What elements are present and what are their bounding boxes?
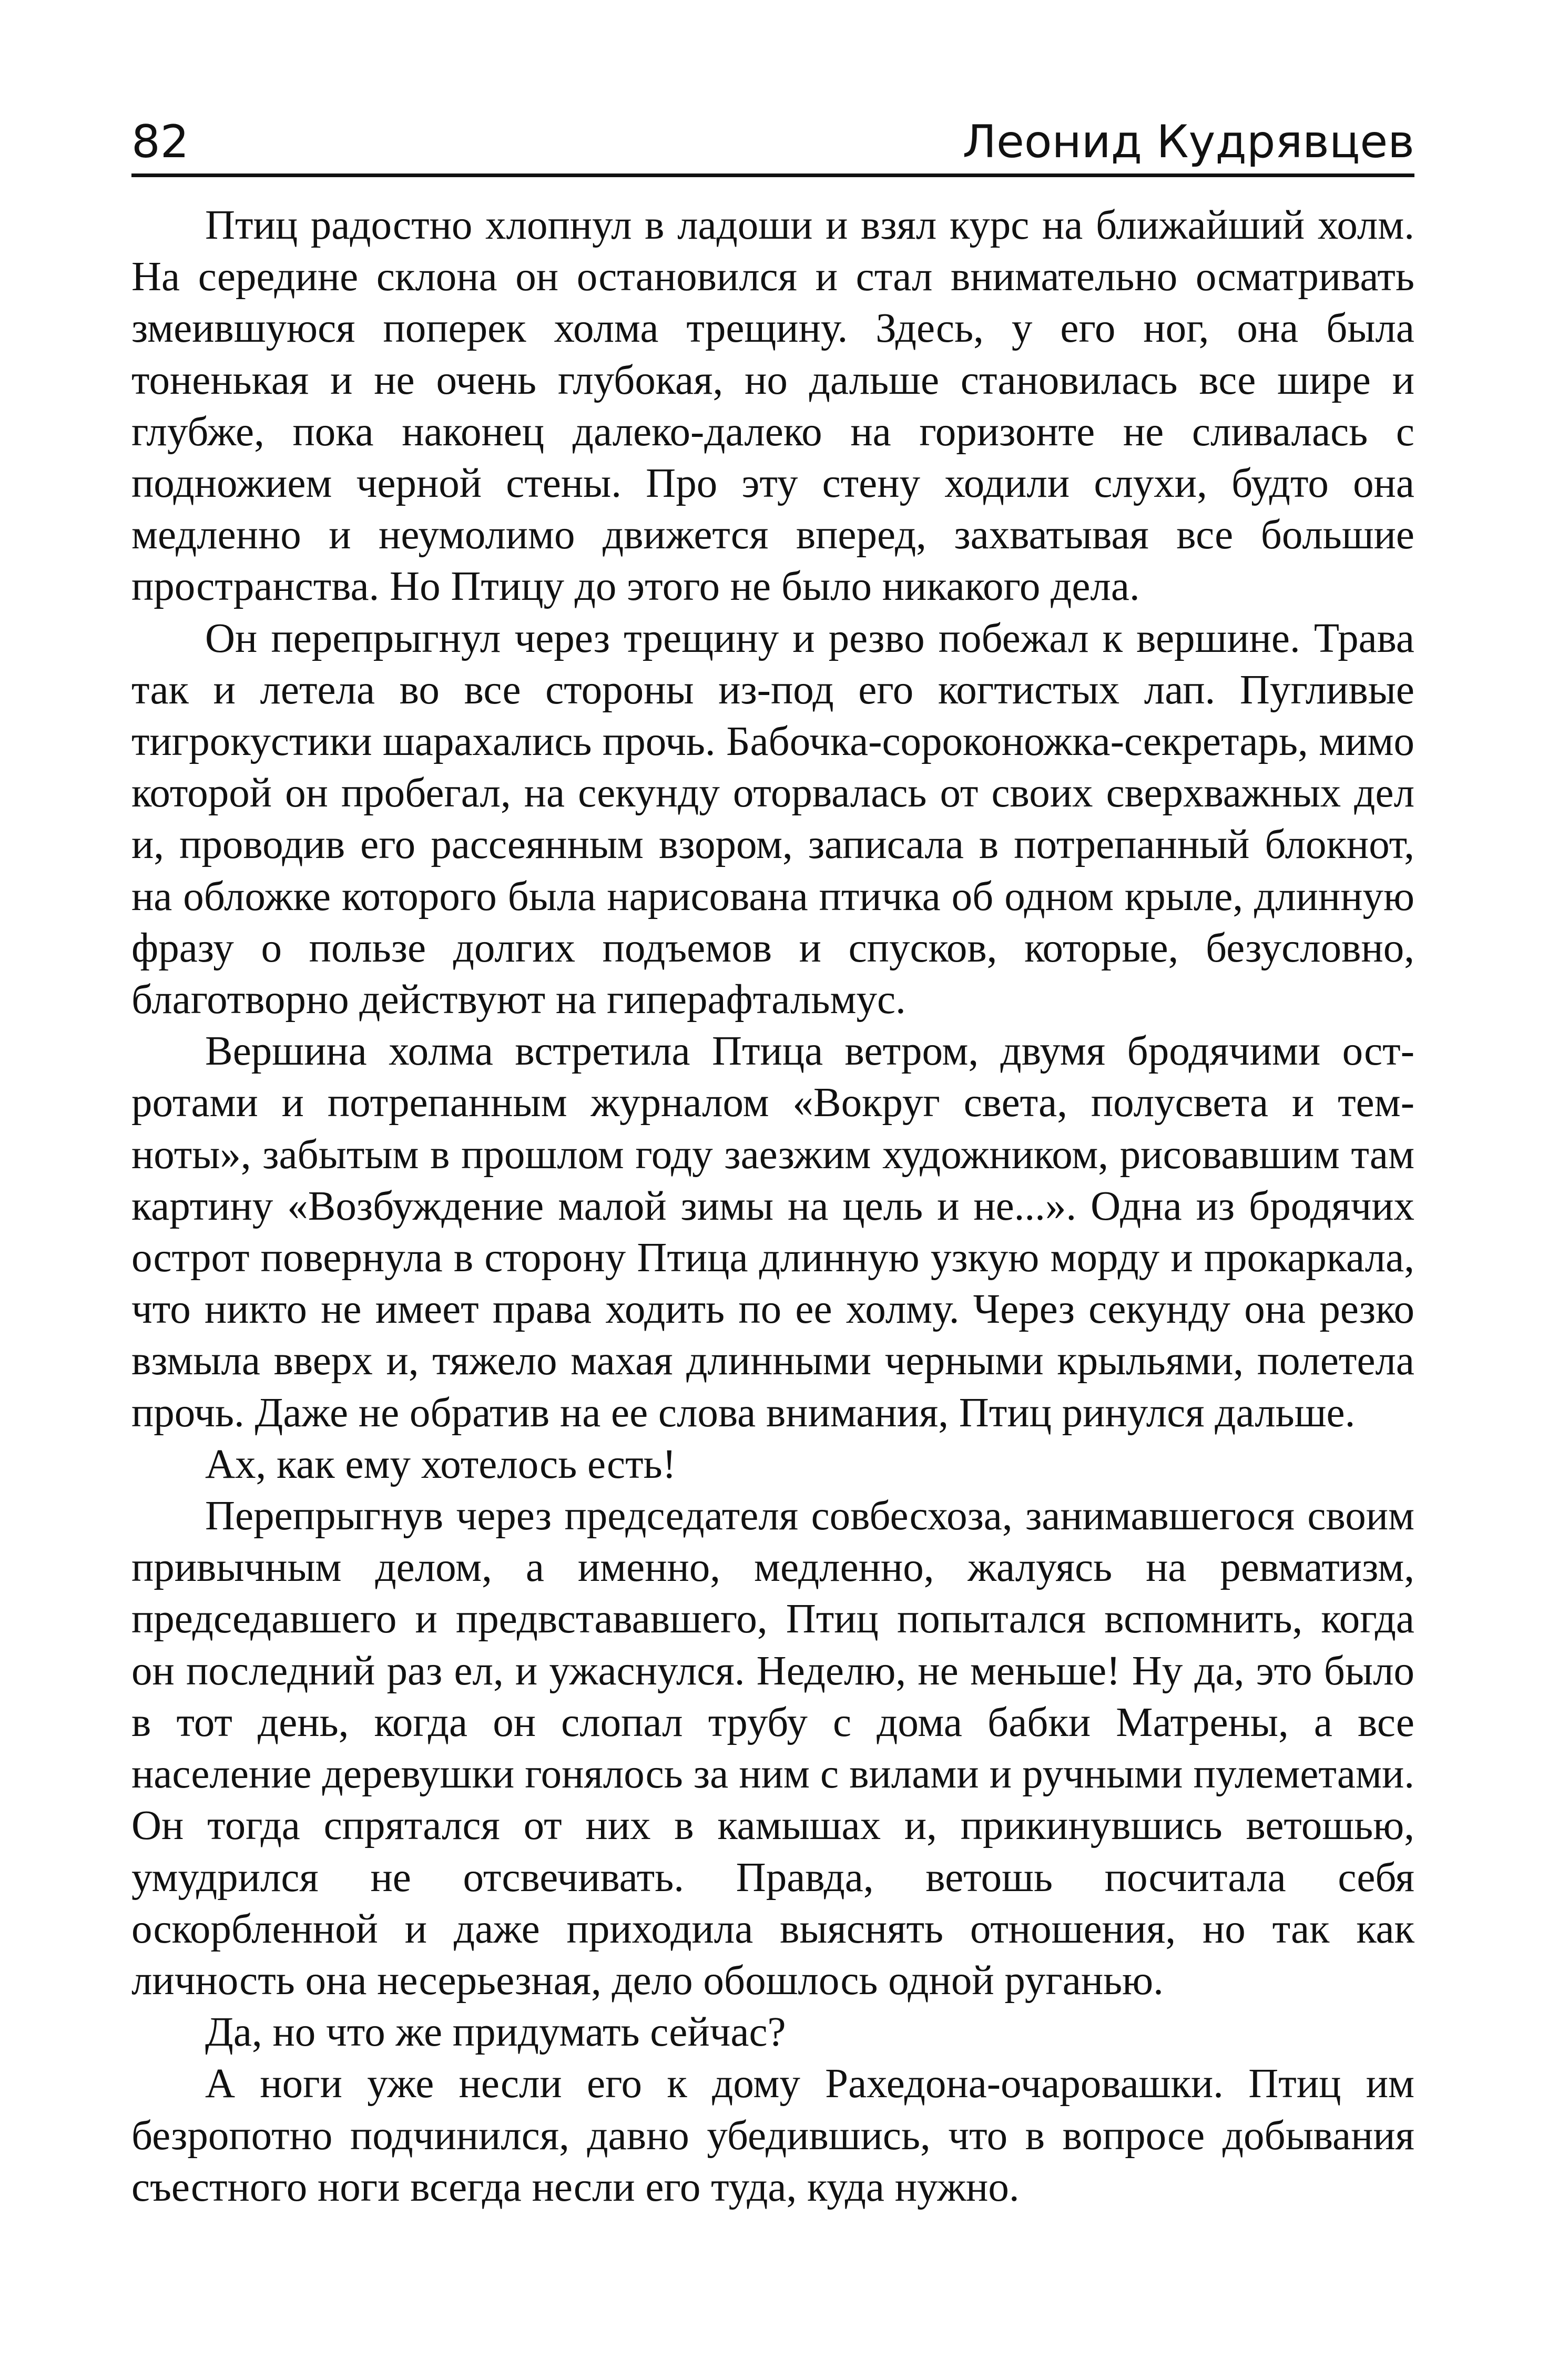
paragraph: Перепрыгнув через председателя совбесхоза, занимавшегося своим привычным делом, а именно, медленно, жалуясь на ревматизм, председавшего и предвстававшего, Птиц попытался вспомнить, когда он последний раз ел, и ужаснулся. Неделю, не меньше! Ну да, это было в тот день, когда он слопал трубу с дома бабки Матрены, а все население деревушки гонялось за ним с вилами и ручными пулеметами. Он тогда спрятался от них в камышах и, прикинувшись ветошью, умудрился не отсвечивать. Правда, ветошь посчитала себя оскорбленной и даже приходила выяснять отношения, но так как личность она несерьезная, дело обошлось одной руганью. (131, 1493, 1414, 2004)
paragraph: Ах, как ему хотелось есть! (205, 1441, 676, 1487)
header-divider (131, 173, 1414, 177)
paragraph: Да, но что же придумать сейчас? (205, 2009, 786, 2056)
paragraph: Птиц радостно хлопнул в ладоши и взял курс на ближайший холм. На середине склона он остановился и стал внимательно осматривать змеившуюся поперек холма трещину. Здесь, у его ног, она была тоненькая и не очень глубокая, но дальше становилась все шире и глубже, пока наконец далеко-далеко на горизонте не сливалась с подножием черной стены. Про эту стену ходили слухи, будто она медленно и неумолимо движется вперед, захватывая все большие пространства. Но Птицу до этого не было никакого дела. (131, 202, 1414, 610)
running-head-author: Леонид Кудрявцев (962, 116, 1414, 168)
page-header (131, 110, 1414, 173)
paragraph: Вершина холма встретила Птица ветром, двумя бродячими остротами и потрепанным журналом «Вокруг света, полусвета и темноты», забытым в прошлом году заезжим художником, рисовавшим там картину «Возбуждение малой зимы на цель и не...». Одна из бродячих острот повернула в сторону Птица длинную узкую морду и прокаркала, что никто не имеет права ходить по ее холму. Через секунду она резко взмыла вверх и, тяжело махая длинными черными крыльями, полетела прочь. Даже не обратив на ее слова внимания, Птиц ринулся дальше. (131, 1028, 1414, 1436)
page-number: 82 (131, 116, 189, 168)
body-text (131, 200, 1414, 2213)
paragraph: Он перепрыгнул через трещину и резво побежал к вершине. Трава так и летела во все стороны из-под его когтистых лап. Пугливые тигрокустики шарахались прочь. Бабочка-сороконожка-секретарь, мимо которой он пробегал, на секунду оторвалась от своих сверхважных дел и, проводив его рассеянным взором, записала в потрепанный блокнот, на обложке которого была нарисована птичка об одном крыле, длинную фразу о пользе долгих подъемов и спусков, которые, безусловно, благотворно действуют на гиперафтальмус. (131, 615, 1414, 1023)
paragraph: А ноги уже несли его к дому Рахедона-очаровашки. Птиц им безропотно подчинился, давно убедившись, что в вопросе добывания съестного ноги всегда несли его туда, куда нужно. (131, 2061, 1414, 2210)
